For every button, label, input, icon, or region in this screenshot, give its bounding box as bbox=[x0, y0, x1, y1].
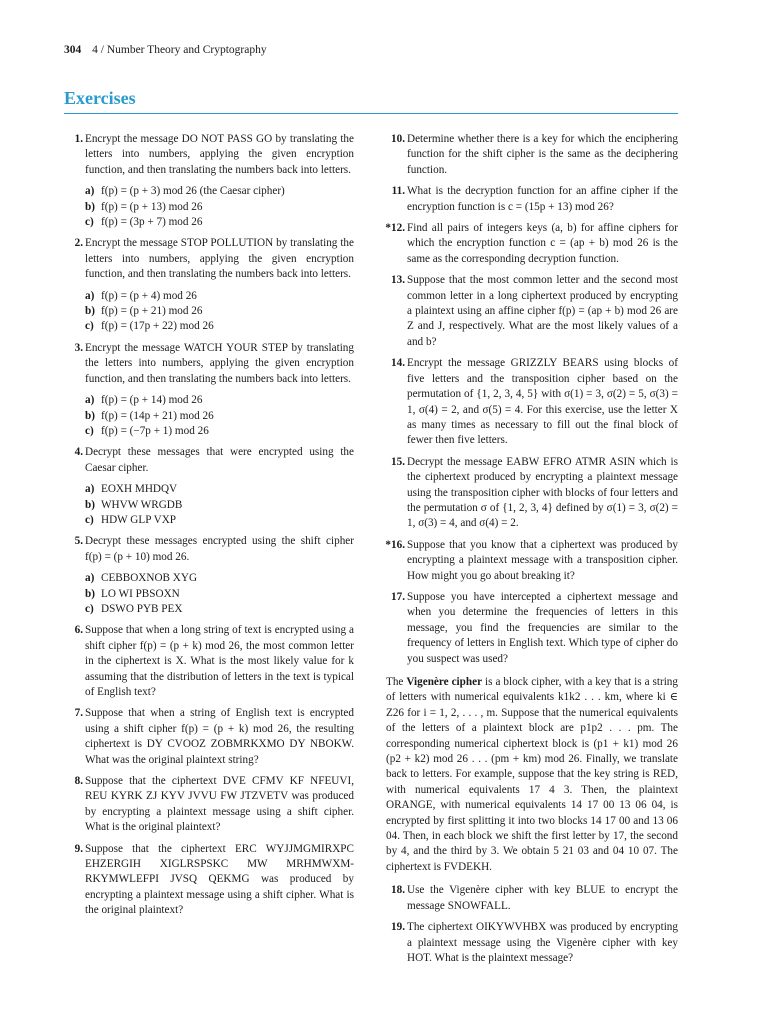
exercise-number: 3. bbox=[74, 341, 83, 354]
vigenere-paragraph bbox=[386, 675, 678, 875]
subpart-text: CEBBOXNOB XYG bbox=[101, 572, 198, 585]
subpart-text: f(p) = (p + 21) mod 26 bbox=[101, 305, 203, 318]
subpart-label: b) bbox=[85, 409, 95, 422]
subpart-label: b) bbox=[85, 200, 95, 213]
subpart-text: f(p) = (p + 14) mod 26 bbox=[101, 394, 203, 407]
subpart-label: a) bbox=[85, 394, 95, 407]
subpart-label: c) bbox=[85, 320, 94, 333]
exercise-18 bbox=[386, 883, 678, 914]
exercise-text: Decrypt these messages encrypted using the shift cipher f(p) = (p + 10) mod 26. bbox=[85, 535, 354, 563]
exercise-15 bbox=[386, 455, 678, 532]
exercise-text: Suppose that the most common letter and the second most common letter in a long ciphertext produced by encrypting a plaintext using an affine cipher f(p) = (ap + b) mod 26 are Z and J, respectively. What are the most likely values of a and b? bbox=[407, 274, 678, 348]
exercise-5 bbox=[64, 534, 354, 617]
exercise-number: 4. bbox=[74, 446, 83, 459]
subpart bbox=[85, 424, 354, 439]
subpart bbox=[85, 200, 354, 215]
exercise-2 bbox=[64, 236, 354, 334]
exercise-number: 8. bbox=[74, 775, 83, 788]
subpart-text: f(p) = (p + 4) mod 26 bbox=[101, 289, 197, 302]
subpart-label: a) bbox=[85, 572, 95, 585]
exercise-4 bbox=[64, 445, 354, 528]
left-column bbox=[64, 132, 354, 925]
exercise-text: Encrypt the message WATCH YOUR STEP by translating the letters into numbers, applying the given encryption function, and then translating the numbers back into letters. bbox=[85, 341, 354, 385]
exercise-number: 13. bbox=[391, 274, 405, 287]
exercise-12 bbox=[386, 221, 678, 267]
exercise-text: Decrypt these messages that were encrypted using the Caesar cipher. bbox=[85, 446, 354, 474]
subpart-label: c) bbox=[85, 216, 94, 229]
exercise-text: Determine whether there is a key for which the enciphering function for the shift cipher is the same as the deciphering function. bbox=[407, 133, 678, 176]
vigenere-term: Vigenère cipher bbox=[406, 676, 483, 688]
exercise-number: 5. bbox=[74, 535, 83, 548]
exercise-7 bbox=[64, 706, 354, 768]
vigenere-body: is a block cipher, with a key that is a string of letters with numerical equivalents k1k2 . . . km, where ki ∈ Z26 for i = 1, 2, . . . , m. Suppose that the numerical equivalents of the letters of a plaintext block are p1p2 . . . pm. The corresponding numerical ciphertext block is (p1 + k1) mod 26 (p2 + k2) mod 26 . . . (pm + km) mod 26. Finally, we translate back to letters. For example, suppose that the key string is RED, with numerical equivalents 17 4 3. Then, the plaintext ORANGE, with numerical equivalents 14 17 00 13 06 04, is encrypted by first splitting it into two blocks 14 17 00 and 13 06 04. Then, in each block we shift the first letter by 17, the second by 4, and the third by 3. We obtain 5 21 03 and 04 10 07. The ciphertext is FVDEKH. bbox=[386, 676, 678, 873]
exercise-number: 9. bbox=[74, 842, 83, 855]
exercise-number: 18. bbox=[391, 884, 405, 897]
exercise-number: 19. bbox=[391, 921, 405, 934]
subpart-label: c) bbox=[85, 424, 94, 437]
subpart bbox=[85, 304, 354, 319]
subparts bbox=[85, 393, 354, 439]
exercise-number: 10. bbox=[391, 133, 405, 145]
exercise-8 bbox=[64, 774, 354, 836]
subpart-label: a) bbox=[85, 483, 95, 496]
subpart bbox=[85, 587, 354, 602]
subpart bbox=[85, 498, 354, 513]
subpart bbox=[85, 319, 354, 334]
subparts bbox=[85, 289, 354, 335]
exercise-text: Encrypt the message DO NOT PASS GO by translating the letters into numbers, applying the given encryption function, and then translating the numbers back into letters. bbox=[85, 133, 354, 176]
exercise-text: Encrypt the message STOP POLLUTION by translating the letters into numbers, applying the given encryption function, and then translating the numbers back into letters. bbox=[85, 237, 354, 281]
exercise-13 bbox=[386, 273, 678, 350]
exercise-number: 14. bbox=[391, 357, 405, 370]
subpart-text: f(p) = (p + 13) mod 26 bbox=[101, 200, 203, 213]
exercise-9 bbox=[64, 842, 354, 919]
exercise-text: Suppose that you know that a ciphertext was produced by encrypting a plaintext message with a transposition cipher. How might you go about breaking it? bbox=[407, 538, 678, 582]
exercise-6 bbox=[64, 623, 354, 700]
chapter-title: 4 / Number Theory and Cryptography bbox=[92, 44, 267, 56]
exercise-19 bbox=[386, 920, 678, 966]
exercise-text: Suppose that when a long string of text is encrypted using a shift cipher f(p) = (p + k) mod 26, the most common letter in the ciphertext is X. What is the most likely value for k assuming that the distribution of letters in the text is typical of English text? bbox=[85, 624, 354, 698]
subpart-label: b) bbox=[85, 587, 95, 600]
exercise-14 bbox=[386, 356, 678, 448]
exercise-10 bbox=[386, 132, 678, 178]
subpart-label: b) bbox=[85, 498, 95, 511]
subpart bbox=[85, 602, 354, 617]
subparts bbox=[85, 482, 354, 528]
subpart-label: b) bbox=[85, 305, 95, 318]
subpart-text: f(p) = (p + 3) mod 26 (the Caesar cipher) bbox=[101, 185, 285, 198]
exercise-text: Suppose that the ciphertext ERC WYJJMGMIRXPC EHZERGIH XIGLRSPSKC MW MRHMWXM-RKYMWLEFPI JVSQ QEKMG was produced by encrypting a plaintext message using a shift cipher. What is the original plaintext? bbox=[85, 842, 354, 917]
subpart bbox=[85, 571, 354, 586]
exercise-number: 1. bbox=[74, 133, 83, 145]
exercise-text: The ciphertext OIKYWVHBX was produced by encrypting a plaintext message using the Vigenère cipher with key HOT. What is the plaintext message? bbox=[407, 921, 678, 964]
exercise-1 bbox=[64, 132, 354, 230]
subpart-label: a) bbox=[85, 289, 95, 302]
subpart bbox=[85, 409, 354, 424]
subpart-label: c) bbox=[85, 513, 94, 526]
subpart bbox=[85, 513, 354, 528]
subpart-text: LO WI PBSOXN bbox=[101, 587, 180, 600]
subpart-text: f(p) = (−7p + 1) mod 26 bbox=[101, 424, 209, 437]
exercise-text: Suppose that the ciphertext DVE CFMV KF NFEUVI, REU KYRK ZJ KYV JVVU FW JTZVETV was produced by encrypting a plaintext message using a shift cipher. What is the original plaintext? bbox=[85, 775, 354, 834]
exercise-number: 17. bbox=[391, 590, 405, 603]
subpart-text: WHVW WRGDB bbox=[101, 498, 183, 511]
exercise-text: Find all pairs of integers keys (a, b) for affine ciphers for which the encryption function c = (ap + b) mod 26 is the same as the corresponding decryption function. bbox=[407, 222, 678, 265]
subparts bbox=[85, 184, 354, 230]
subpart-label: a) bbox=[85, 185, 95, 198]
exercise-number: 2. bbox=[74, 237, 83, 250]
subpart-text: DSWO PYB PEX bbox=[101, 602, 183, 615]
right-column bbox=[386, 132, 678, 972]
exercise-number: 7. bbox=[74, 707, 83, 720]
exercise-text: Use the Vigenère cipher with key BLUE to encrypt the message SNOWFALL. bbox=[407, 884, 678, 912]
subpart bbox=[85, 393, 354, 408]
subpart-text: EOXH MHDQV bbox=[101, 483, 178, 496]
subparts bbox=[85, 571, 354, 617]
subpart bbox=[85, 215, 354, 230]
subpart-label: c) bbox=[85, 602, 94, 615]
page-number: 304 bbox=[64, 44, 82, 56]
exercise-16 bbox=[386, 538, 678, 584]
subpart-text: f(p) = (3p + 7) mod 26 bbox=[101, 216, 203, 229]
exercise-number: 6. bbox=[74, 624, 83, 637]
subpart-text: f(p) = (17p + 22) mod 26 bbox=[101, 320, 214, 333]
exercise-number: *16. bbox=[385, 538, 405, 551]
exercise-text: What is the decryption function for an affine cipher if the encryption function is c = (15p + 13) mod 26? bbox=[407, 185, 678, 213]
subpart bbox=[85, 482, 354, 497]
exercise-text: Encrypt the message GRIZZLY BEARS using blocks of five letters and the transposition cipher based on the permutation of {1, 2, 3, 4, 5} with σ(1) = 3, σ(2) = 5, σ(3) = 1, σ(4) = 2, and σ(5) = 4. For this exercise, use the letter X as many times as necessary to fill out the final block of fewer then five letters. bbox=[407, 357, 678, 447]
exercise-text: Suppose you have intercepted a ciphertext message and when you determine the frequencies of letters in this message, you find the frequencies are similar to the frequency of letters in English text. Which type of cipher do you suspect was used? bbox=[407, 590, 678, 665]
subpart-text: HDW GLP VXP bbox=[101, 513, 177, 526]
running-header bbox=[64, 44, 267, 56]
subpart-text: f(p) = (14p + 21) mod 26 bbox=[101, 409, 214, 422]
exercise-number: *12. bbox=[385, 222, 405, 235]
exercise-17 bbox=[386, 590, 678, 667]
subpart bbox=[85, 184, 354, 199]
exercise-11 bbox=[386, 184, 678, 215]
subpart bbox=[85, 289, 354, 304]
vigenere-lead: The bbox=[386, 676, 407, 688]
exercise-text: Suppose that when a string of English text is encrypted using a shift cipher f(p) = (p + k) mod 26, the resulting ciphertext is DY CVOOZ ZOBMRKXMO DY NBOKW. What was the original plaintext string? bbox=[85, 707, 354, 766]
exercise-number: 11. bbox=[391, 185, 405, 198]
exercise-number: 15. bbox=[391, 455, 405, 468]
section-title: Exercises bbox=[64, 88, 678, 114]
exercise-text: Decrypt the message EABW EFRO ATMR ASIN which is the ciphertext produced by encrypting a plaintext message using the transposition cipher with blocks of four letters and the permutation σ of {1, 2, 3, 4} defined by σ(1) = 3, σ(2) = 1, σ(3) = 4, and σ(4) = 2. bbox=[407, 455, 678, 530]
exercise-3 bbox=[64, 341, 354, 439]
